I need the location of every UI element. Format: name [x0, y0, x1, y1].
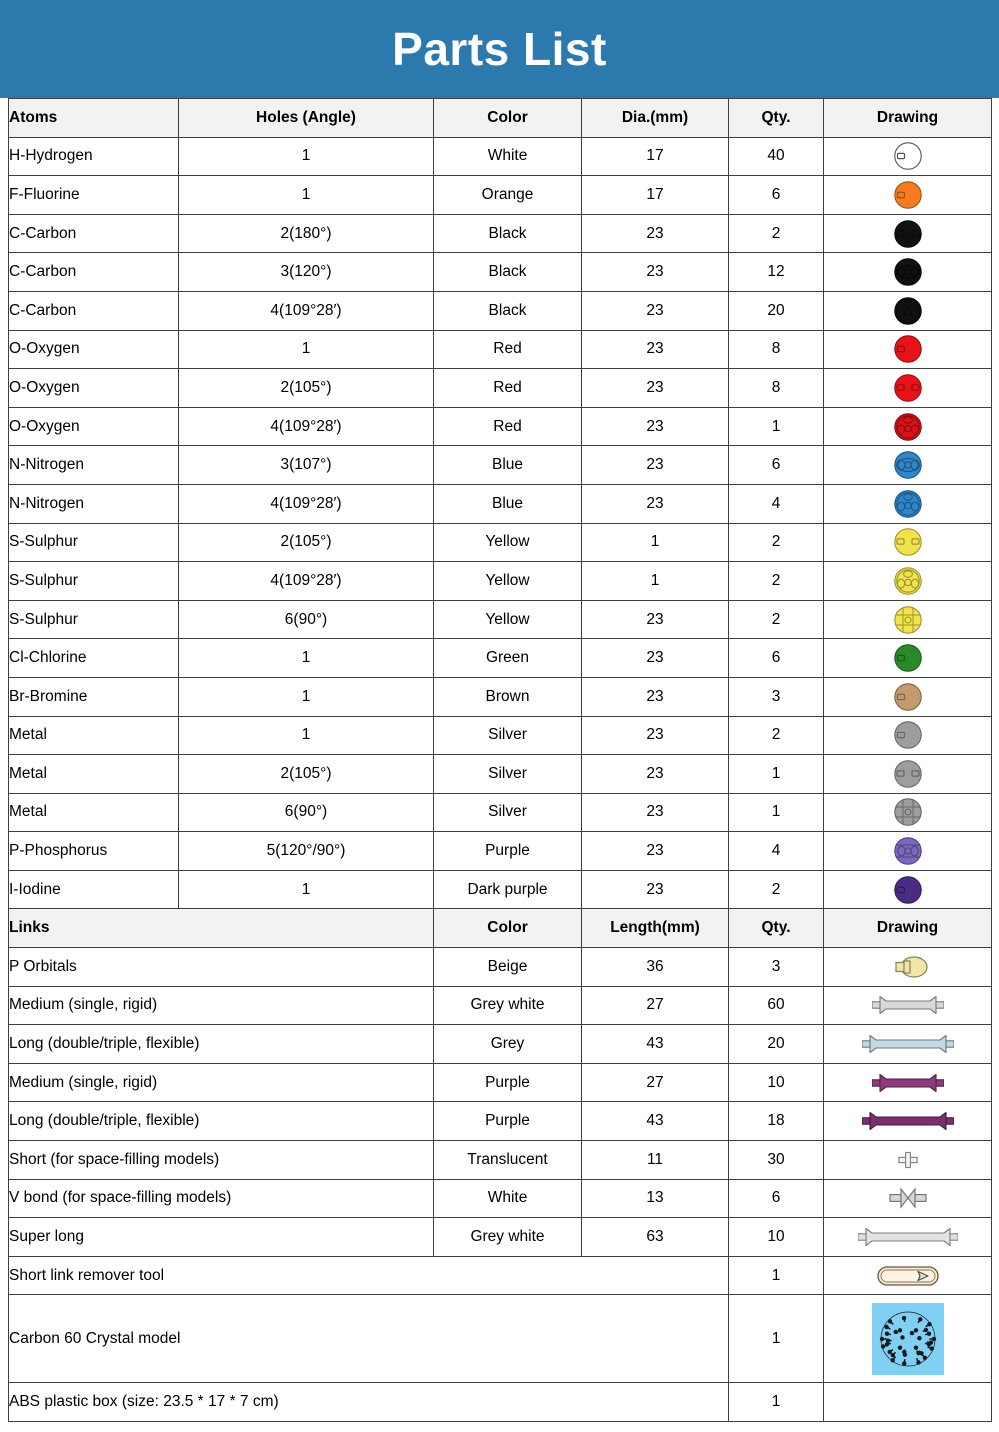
- atom-dia: 23: [582, 253, 729, 292]
- atom-sphere-3hole-icon: [893, 257, 923, 287]
- atom-qty: 6: [729, 639, 824, 678]
- atom-color: Green: [434, 639, 582, 678]
- atom-dia: 23: [582, 291, 729, 330]
- atom-holes: 6(90°): [179, 600, 434, 639]
- link-length: 27: [582, 986, 729, 1025]
- link-qty: 6: [729, 1179, 824, 1218]
- atom-name: S-Sulphur: [9, 523, 179, 562]
- link-qty: 10: [729, 1063, 824, 1102]
- links-col-length: Length(mm): [582, 909, 729, 948]
- atom-sphere-1hole-icon: [893, 141, 923, 171]
- extra-qty: 1: [729, 1256, 824, 1295]
- atom-color: Dark purple: [434, 870, 582, 909]
- atom-qty: 20: [729, 291, 824, 330]
- table-row: [9, 793, 992, 832]
- atom-name: O-Oxygen: [9, 369, 179, 408]
- atom-holes: 4(109°28′): [179, 562, 434, 601]
- link-bone-icon: [872, 1070, 944, 1096]
- atom-holes: 3(107°): [179, 446, 434, 485]
- link-length: 63: [582, 1218, 729, 1257]
- link-color: Beige: [434, 948, 582, 987]
- link-length: 36: [582, 948, 729, 987]
- link-drawing-cell: [824, 1141, 992, 1180]
- atom-dia: 23: [582, 446, 729, 485]
- atom-name: Metal: [9, 793, 179, 832]
- atom-name: C-Carbon: [9, 291, 179, 330]
- c60-model-icon: [872, 1303, 944, 1375]
- atom-name: Br-Bromine: [9, 677, 179, 716]
- atom-drawing-cell: [824, 484, 992, 523]
- table-row: [9, 755, 992, 794]
- table-row: [9, 716, 992, 755]
- atom-holes: 5(120°/90°): [179, 832, 434, 871]
- links-col-drawing: Drawing: [824, 909, 992, 948]
- link-qty: 3: [729, 948, 824, 987]
- atom-holes: 1: [179, 176, 434, 215]
- atom-name: F-Fluorine: [9, 176, 179, 215]
- atom-drawing-cell: [824, 446, 992, 485]
- atom-sphere-4hole-icon: [893, 566, 923, 596]
- atom-dia: 1: [582, 523, 729, 562]
- atom-color: White: [434, 137, 582, 176]
- atom-holes: 2(105°): [179, 523, 434, 562]
- link-color: Purple: [434, 1063, 582, 1102]
- table-row: [9, 870, 992, 909]
- link-drawing-cell: [824, 1218, 992, 1257]
- atom-qty: 1: [729, 755, 824, 794]
- atom-qty: 40: [729, 137, 824, 176]
- table-row: [9, 1218, 992, 1257]
- link-name: Medium (single, rigid): [9, 986, 434, 1025]
- atom-drawing-cell: [824, 137, 992, 176]
- table-row: [9, 369, 992, 408]
- extra-qty: 1: [729, 1383, 824, 1422]
- link-length: 11: [582, 1141, 729, 1180]
- atom-sphere-2hole-icon: [893, 219, 923, 249]
- atom-dia: 23: [582, 369, 729, 408]
- atom-drawing-cell: [824, 677, 992, 716]
- atom-name: H-Hydrogen: [9, 137, 179, 176]
- link-name: Long (double/triple, flexible): [9, 1102, 434, 1141]
- atom-dia: 17: [582, 176, 729, 215]
- atom-sphere-1hole-icon: [893, 180, 923, 210]
- atom-holes: 4(109°28′): [179, 407, 434, 446]
- atom-color: Brown: [434, 677, 582, 716]
- atoms-col-qty: Qty.: [729, 99, 824, 138]
- atom-sphere-1hole-icon: [893, 875, 923, 905]
- link-color: Grey white: [434, 1218, 582, 1257]
- atom-drawing-cell: [824, 755, 992, 794]
- table-row: [9, 1141, 992, 1180]
- link-qty: 30: [729, 1141, 824, 1180]
- link-name: Medium (single, rigid): [9, 1063, 434, 1102]
- page-title: Parts List: [392, 23, 607, 75]
- atom-dia: 23: [582, 677, 729, 716]
- link-length: 43: [582, 1025, 729, 1064]
- atom-drawing-cell: [824, 330, 992, 369]
- atom-dia: 23: [582, 870, 729, 909]
- table-row: [9, 446, 992, 485]
- link-bone-icon: [858, 1224, 958, 1250]
- extra-name: ABS plastic box (size: 23.5 * 17 * 7 cm): [9, 1383, 729, 1422]
- table-row: [9, 1256, 992, 1295]
- atom-holes: 4(109°28′): [179, 291, 434, 330]
- extra-name: Carbon 60 Crystal model: [9, 1295, 729, 1383]
- atom-color: Yellow: [434, 600, 582, 639]
- atom-name: S-Sulphur: [9, 600, 179, 639]
- atom-sphere-5hole-icon: [893, 836, 923, 866]
- atom-name: N-Nitrogen: [9, 446, 179, 485]
- atom-qty: 8: [729, 369, 824, 408]
- atom-dia: 23: [582, 832, 729, 871]
- atom-color: Blue: [434, 484, 582, 523]
- atoms-col-holes: Holes (Angle): [179, 99, 434, 138]
- atom-sphere-4hole-icon: [893, 296, 923, 326]
- atom-sphere-1hole-icon: [893, 682, 923, 712]
- atom-drawing-cell: [824, 253, 992, 292]
- atom-dia: 23: [582, 716, 729, 755]
- atom-drawing-cell: [824, 407, 992, 446]
- table-row: [9, 832, 992, 871]
- atom-dia: 1: [582, 562, 729, 601]
- title-banner: [0, 0, 999, 98]
- link-drawing-cell: [824, 1063, 992, 1102]
- link-length: 13: [582, 1179, 729, 1218]
- link-drawing-cell: [824, 948, 992, 987]
- atom-holes: 4(109°28′): [179, 484, 434, 523]
- atom-holes: 1: [179, 870, 434, 909]
- atom-color: Black: [434, 253, 582, 292]
- atom-drawing-cell: [824, 176, 992, 215]
- atoms-col-name: Atoms: [9, 99, 179, 138]
- table-row: [9, 986, 992, 1025]
- atom-color: Orange: [434, 176, 582, 215]
- link-color: Translucent: [434, 1141, 582, 1180]
- atom-sphere-1hole-icon: [893, 334, 923, 364]
- table-row: [9, 407, 992, 446]
- link-length: 43: [582, 1102, 729, 1141]
- extra-drawing-cell: [824, 1256, 992, 1295]
- link-length: 27: [582, 1063, 729, 1102]
- table-row: [9, 484, 992, 523]
- atom-drawing-cell: [824, 832, 992, 871]
- atom-dia: 23: [582, 639, 729, 678]
- atom-holes: 1: [179, 716, 434, 755]
- link-name: V bond (for space-filling models): [9, 1179, 434, 1218]
- link-drawing-cell: [824, 986, 992, 1025]
- table-row: [9, 1102, 992, 1141]
- atom-drawing-cell: [824, 523, 992, 562]
- atom-color: Silver: [434, 755, 582, 794]
- link-bone-icon: [862, 1108, 954, 1134]
- table-row: [9, 1295, 992, 1383]
- link-short-icon: [887, 1147, 929, 1173]
- atom-qty: 2: [729, 523, 824, 562]
- atom-drawing-cell: [824, 600, 992, 639]
- atom-name: C-Carbon: [9, 253, 179, 292]
- atom-sphere-6hole-icon: [893, 605, 923, 635]
- link-name: Long (double/triple, flexible): [9, 1025, 434, 1064]
- atom-qty: 2: [729, 562, 824, 601]
- table-row: [9, 600, 992, 639]
- atom-color: Black: [434, 291, 582, 330]
- atom-holes: 2(105°): [179, 755, 434, 794]
- table-row: [9, 214, 992, 253]
- table-row: [9, 1383, 992, 1422]
- atom-qty: 8: [729, 330, 824, 369]
- atom-dia: 23: [582, 407, 729, 446]
- atom-color: Yellow: [434, 523, 582, 562]
- table-row: [9, 677, 992, 716]
- link-bone-icon: [872, 992, 944, 1018]
- atom-sphere-1hole-icon: [893, 720, 923, 750]
- table-row: [9, 291, 992, 330]
- table-row: [9, 562, 992, 601]
- link-name: Short (for space-filling models): [9, 1141, 434, 1180]
- atom-qty: 4: [729, 832, 824, 871]
- atom-name: Metal: [9, 716, 179, 755]
- atom-sphere-1hole-icon: [893, 643, 923, 673]
- atom-sphere-4hole-icon: [893, 489, 923, 519]
- atom-qty: 2: [729, 600, 824, 639]
- link-drawing-cell: [824, 1179, 992, 1218]
- link-qty: 60: [729, 986, 824, 1025]
- link-qty: 10: [729, 1218, 824, 1257]
- link-name: P Orbitals: [9, 948, 434, 987]
- table-row: [9, 523, 992, 562]
- link-color: White: [434, 1179, 582, 1218]
- atom-holes: 1: [179, 330, 434, 369]
- atom-color: Red: [434, 369, 582, 408]
- atoms-col-drawing: Drawing: [824, 99, 992, 138]
- link-color: Grey: [434, 1025, 582, 1064]
- atom-qty: 2: [729, 870, 824, 909]
- link-vbond-icon: [877, 1185, 939, 1211]
- atom-sphere-3hole-icon: [893, 450, 923, 480]
- atoms-col-color: Color: [434, 99, 582, 138]
- atom-qty: 4: [729, 484, 824, 523]
- atom-color: Purple: [434, 832, 582, 871]
- table-row: [9, 330, 992, 369]
- atom-qty: 3: [729, 677, 824, 716]
- atom-holes: 6(90°): [179, 793, 434, 832]
- atom-color: Red: [434, 330, 582, 369]
- table-row: [9, 137, 992, 176]
- atom-name: Cl-Chlorine: [9, 639, 179, 678]
- atom-drawing-cell: [824, 291, 992, 330]
- link-qty: 18: [729, 1102, 824, 1141]
- atoms-col-dia: Dia.(mm): [582, 99, 729, 138]
- table-row: [9, 253, 992, 292]
- atom-color: Red: [434, 407, 582, 446]
- atom-name: Metal: [9, 755, 179, 794]
- atom-sphere-6hole-icon: [893, 797, 923, 827]
- atom-drawing-cell: [824, 716, 992, 755]
- atom-color: Yellow: [434, 562, 582, 601]
- atom-holes: 2(105°): [179, 369, 434, 408]
- atom-qty: 2: [729, 716, 824, 755]
- links-col-name: Links: [9, 909, 434, 948]
- link-color: Grey white: [434, 986, 582, 1025]
- atom-holes: 3(120°): [179, 253, 434, 292]
- links-header-row: [9, 909, 992, 948]
- atoms-header-row: [9, 99, 992, 138]
- atom-name: N-Nitrogen: [9, 484, 179, 523]
- atom-qty: 12: [729, 253, 824, 292]
- atom-name: I-Iodine: [9, 870, 179, 909]
- link-color: Purple: [434, 1102, 582, 1141]
- link-drawing-cell: [824, 1025, 992, 1064]
- atom-dia: 23: [582, 484, 729, 523]
- atom-color: Silver: [434, 716, 582, 755]
- extra-drawing-cell: [824, 1295, 992, 1383]
- table-row: [9, 1025, 992, 1064]
- atom-name: C-Carbon: [9, 214, 179, 253]
- atom-qty: 2: [729, 214, 824, 253]
- atom-name: O-Oxygen: [9, 407, 179, 446]
- atom-sphere-4hole-icon: [893, 412, 923, 442]
- atom-drawing-cell: [824, 562, 992, 601]
- table-row: [9, 176, 992, 215]
- atom-qty: 6: [729, 446, 824, 485]
- link-orbital-icon: [877, 954, 939, 980]
- atom-holes: 1: [179, 677, 434, 716]
- table-row: [9, 1179, 992, 1218]
- atom-dia: 23: [582, 214, 729, 253]
- extra-name: Short link remover tool: [9, 1256, 729, 1295]
- atom-drawing-cell: [824, 369, 992, 408]
- link-qty: 20: [729, 1025, 824, 1064]
- links-col-qty: Qty.: [729, 909, 824, 948]
- table-row: [9, 639, 992, 678]
- link-drawing-cell: [824, 1102, 992, 1141]
- atom-sphere-2hole-icon: [893, 759, 923, 789]
- atom-color: Black: [434, 214, 582, 253]
- atom-qty: 1: [729, 407, 824, 446]
- remover-tool-icon: [876, 1263, 940, 1289]
- atom-dia: 23: [582, 755, 729, 794]
- atom-drawing-cell: [824, 793, 992, 832]
- atom-name: P-Phosphorus: [9, 832, 179, 871]
- table-row: [9, 1063, 992, 1102]
- atom-holes: 1: [179, 639, 434, 678]
- parts-list-table: [8, 98, 992, 1422]
- atom-dia: 23: [582, 330, 729, 369]
- links-col-color: Color: [434, 909, 582, 948]
- atom-name: S-Sulphur: [9, 562, 179, 601]
- table-row: [9, 948, 992, 987]
- atom-drawing-cell: [824, 870, 992, 909]
- link-bone-icon: [862, 1031, 954, 1057]
- atom-color: Blue: [434, 446, 582, 485]
- atom-color: Silver: [434, 793, 582, 832]
- parts-list-body: [9, 99, 992, 1422]
- atom-sphere-2hole-icon: [893, 527, 923, 557]
- atom-dia: 17: [582, 137, 729, 176]
- atom-name: O-Oxygen: [9, 330, 179, 369]
- atom-drawing-cell: [824, 214, 992, 253]
- link-name: Super long: [9, 1218, 434, 1257]
- atom-drawing-cell: [824, 639, 992, 678]
- atom-sphere-2hole-icon: [893, 373, 923, 403]
- atom-qty: 6: [729, 176, 824, 215]
- atom-dia: 23: [582, 793, 729, 832]
- extra-drawing-cell: [824, 1383, 992, 1422]
- atom-dia: 23: [582, 600, 729, 639]
- atom-qty: 1: [729, 793, 824, 832]
- extra-qty: 1: [729, 1295, 824, 1383]
- atom-holes: 1: [179, 137, 434, 176]
- atom-holes: 2(180°): [179, 214, 434, 253]
